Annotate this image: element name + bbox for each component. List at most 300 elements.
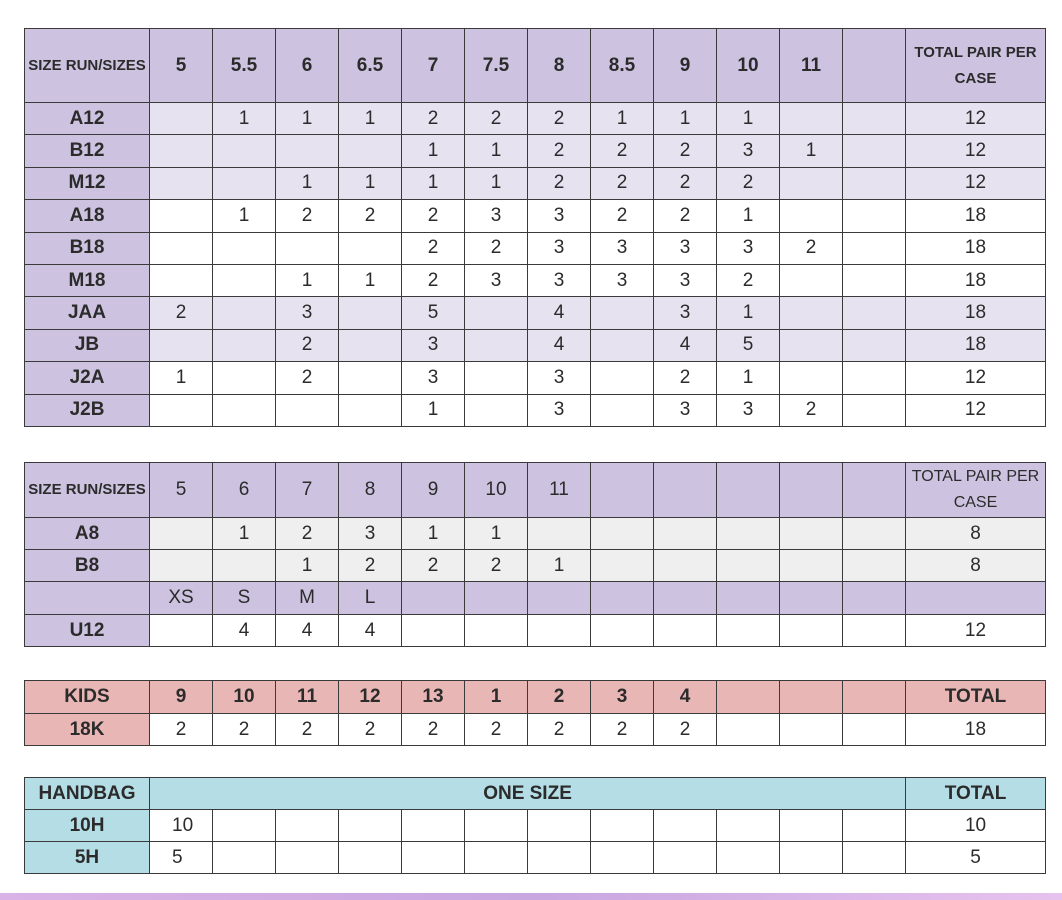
corner-header: KIDS: [25, 681, 150, 714]
row-label: B18: [25, 232, 150, 264]
cell-value: [591, 550, 654, 582]
row-label: A18: [25, 200, 150, 232]
cell-value: 1: [528, 550, 591, 582]
cell-value: 1: [276, 550, 339, 582]
cell-value: 1: [465, 135, 528, 167]
cell-value: 4: [528, 329, 591, 361]
cell-value: [402, 810, 465, 842]
cell-value: [780, 264, 843, 296]
size-header: 9: [150, 681, 213, 714]
cell-value: [339, 297, 402, 329]
row-label: JAA: [25, 297, 150, 329]
cell-value: 1: [276, 167, 339, 199]
cell-value: 5: [402, 297, 465, 329]
cell-value: 2: [528, 103, 591, 135]
row-label: M18: [25, 264, 150, 296]
cell-value: 3: [717, 232, 780, 264]
cell-value: [528, 842, 591, 874]
cell-value: [780, 842, 843, 874]
row-total: 18: [906, 200, 1046, 232]
cell-value: 4: [339, 615, 402, 647]
cell-value: [465, 329, 528, 361]
cell-value: [591, 362, 654, 394]
cell-value: 2: [339, 200, 402, 232]
cell-value: [843, 232, 906, 264]
cell-value: 1: [402, 167, 465, 199]
size-header: 8: [339, 463, 402, 518]
cell-value: 1: [213, 200, 276, 232]
total-header: TOTAL: [906, 681, 1046, 714]
cell-value: [591, 518, 654, 550]
row-label: M12: [25, 167, 150, 199]
size-header: 11: [276, 681, 339, 714]
cell-value: [843, 810, 906, 842]
row-label: J2A: [25, 362, 150, 394]
cell-value: 2: [528, 714, 591, 746]
cell-value: 2: [654, 362, 717, 394]
cell-value: 2: [780, 394, 843, 426]
cell-value: [339, 329, 402, 361]
row-label: JB: [25, 329, 150, 361]
cell-value: 2: [780, 232, 843, 264]
cell-value: 2: [402, 550, 465, 582]
cell-value: 2: [465, 550, 528, 582]
cell-value: 2: [276, 362, 339, 394]
row-total: 8: [906, 550, 1046, 582]
cell-value: [276, 135, 339, 167]
cell-value: 4: [528, 297, 591, 329]
cell-value: 10: [150, 810, 213, 842]
cell-value: [213, 842, 276, 874]
cell-value: [276, 232, 339, 264]
cell-value: [780, 550, 843, 582]
cell-value: [843, 264, 906, 296]
cell-value: 4: [276, 615, 339, 647]
cell-value: [843, 394, 906, 426]
cell-value: 3: [528, 362, 591, 394]
cell-value: 3: [276, 297, 339, 329]
cell-value: 2: [465, 714, 528, 746]
cell-value: 1: [402, 135, 465, 167]
cell-value: [150, 103, 213, 135]
cell-value: 1: [465, 167, 528, 199]
cell-value: 4: [213, 615, 276, 647]
cell-value: [276, 810, 339, 842]
table-row: [25, 463, 1046, 518]
cell-value: 1: [402, 518, 465, 550]
size-header: 11: [780, 29, 843, 103]
cell-value: 2: [339, 714, 402, 746]
table-row: [25, 362, 1046, 394]
table-row: [25, 615, 1046, 647]
size-run-table-secondary: [24, 462, 1046, 647]
bottom-accent-bar: [0, 893, 1062, 900]
table-row: [25, 550, 1046, 582]
size-run-table-adult: [24, 28, 1046, 427]
size-header: 3: [591, 681, 654, 714]
table-row: [25, 297, 1046, 329]
size-header: 4: [654, 681, 717, 714]
table-row: [25, 200, 1046, 232]
cell-value: [150, 615, 213, 647]
cell-value: [717, 810, 780, 842]
cell-value: [465, 842, 528, 874]
cell-value: [717, 714, 780, 746]
corner-header: HANDBAG: [25, 778, 150, 810]
cell-value: 2: [717, 167, 780, 199]
cell-value: 1: [339, 103, 402, 135]
cell-value: [528, 810, 591, 842]
cell-value: 2: [654, 200, 717, 232]
cell-value: [213, 394, 276, 426]
table-row: [25, 394, 1046, 426]
cell-value: [339, 842, 402, 874]
row-total: 12: [906, 103, 1046, 135]
row-total: 12: [906, 362, 1046, 394]
cell-value: 1: [717, 200, 780, 232]
corner-header: SIZE RUN/SIZES: [25, 29, 150, 103]
cell-value: [465, 394, 528, 426]
cell-value: [843, 518, 906, 550]
size-header: [717, 463, 780, 518]
cell-value: [402, 842, 465, 874]
cell-value: 2: [591, 714, 654, 746]
row-total: 18: [906, 714, 1046, 746]
size-header: 9: [654, 29, 717, 103]
cell-value: [780, 167, 843, 199]
table-row: [25, 135, 1046, 167]
cell-value: [654, 518, 717, 550]
cell-value: [339, 135, 402, 167]
cell-value: 3: [591, 232, 654, 264]
apparel-total-header: [906, 582, 1046, 615]
row-total: 5: [906, 842, 1046, 874]
size-header: 7: [402, 29, 465, 103]
cell-value: 2: [402, 714, 465, 746]
cell-value: 1: [780, 135, 843, 167]
cell-value: 3: [717, 394, 780, 426]
apparel-size-header: [780, 582, 843, 615]
cell-value: 3: [402, 329, 465, 361]
cell-value: 1: [213, 103, 276, 135]
cell-value: [717, 615, 780, 647]
cell-value: [150, 264, 213, 296]
one-size-header: ONE SIZE: [150, 778, 906, 810]
cell-value: [591, 329, 654, 361]
cell-value: 2: [402, 232, 465, 264]
row-label: A12: [25, 103, 150, 135]
cell-value: [213, 362, 276, 394]
cell-value: 2: [465, 232, 528, 264]
cell-value: [465, 615, 528, 647]
size-header: [780, 463, 843, 518]
cell-value: 1: [402, 394, 465, 426]
cell-value: 3: [654, 297, 717, 329]
cell-value: [654, 810, 717, 842]
size-header: 10: [717, 29, 780, 103]
cell-value: 2: [402, 103, 465, 135]
cell-value: [843, 362, 906, 394]
cell-value: [780, 518, 843, 550]
size-header: 6: [276, 29, 339, 103]
cell-value: [717, 550, 780, 582]
row-label: J2B: [25, 394, 150, 426]
total-header: TOTAL PAIR PER CASE: [906, 29, 1046, 103]
cell-value: [780, 103, 843, 135]
cell-value: 3: [339, 518, 402, 550]
table-row: [25, 518, 1046, 550]
cell-value: 1: [465, 518, 528, 550]
table-row: [25, 329, 1046, 361]
cell-value: [465, 362, 528, 394]
cell-value: [213, 135, 276, 167]
cell-value: [843, 550, 906, 582]
row-label: 18K: [25, 714, 150, 746]
cell-value: 2: [276, 518, 339, 550]
total-header: TOTAL: [906, 778, 1046, 810]
cell-value: 2: [402, 200, 465, 232]
row-total: 18: [906, 232, 1046, 264]
table-row: [25, 103, 1046, 135]
cell-value: 2: [591, 167, 654, 199]
cell-value: [465, 810, 528, 842]
size-header: 7: [276, 463, 339, 518]
cell-value: [213, 167, 276, 199]
cell-value: [150, 518, 213, 550]
table-row: [25, 714, 1046, 746]
size-header: 12: [339, 681, 402, 714]
cell-value: [843, 615, 906, 647]
cell-value: [780, 329, 843, 361]
row-total: 12: [906, 394, 1046, 426]
size-header: 1: [465, 681, 528, 714]
cell-value: [780, 200, 843, 232]
cell-value: 2: [654, 135, 717, 167]
size-header: 2: [528, 681, 591, 714]
cell-value: [150, 394, 213, 426]
cell-value: [276, 842, 339, 874]
cell-value: [843, 200, 906, 232]
cell-value: [654, 842, 717, 874]
cell-value: [591, 842, 654, 874]
cell-value: [780, 297, 843, 329]
cell-value: 2: [654, 167, 717, 199]
cell-value: [591, 810, 654, 842]
cell-value: 2: [528, 135, 591, 167]
cell-value: 2: [654, 714, 717, 746]
table-row: [25, 264, 1046, 296]
size-header: 10: [213, 681, 276, 714]
cell-value: 1: [339, 264, 402, 296]
row-total: 10: [906, 810, 1046, 842]
cell-value: [528, 615, 591, 647]
cell-value: [843, 103, 906, 135]
cell-value: 3: [528, 394, 591, 426]
cell-value: 3: [465, 264, 528, 296]
cell-value: [339, 810, 402, 842]
cell-value: [339, 362, 402, 394]
row-label: A8: [25, 518, 150, 550]
cell-value: 1: [276, 103, 339, 135]
cell-value: [843, 297, 906, 329]
cell-value: [276, 394, 339, 426]
cell-value: 1: [717, 362, 780, 394]
row-label: 10H: [25, 810, 150, 842]
table-row: [25, 167, 1046, 199]
table-row: [25, 232, 1046, 264]
cell-value: 2: [276, 329, 339, 361]
size-header: 6.5: [339, 29, 402, 103]
apparel-size-header: [654, 582, 717, 615]
cell-value: [843, 167, 906, 199]
cell-value: 4: [654, 329, 717, 361]
cell-value: [150, 550, 213, 582]
cell-value: [150, 167, 213, 199]
apparel-size-header: [591, 582, 654, 615]
cell-value: 3: [654, 232, 717, 264]
apparel-size-header: [402, 582, 465, 615]
cell-value: 1: [276, 264, 339, 296]
cell-value: [528, 518, 591, 550]
cell-value: [402, 615, 465, 647]
apparel-size-header: M: [276, 582, 339, 615]
cell-value: [339, 232, 402, 264]
cell-value: 5: [717, 329, 780, 361]
cell-value: [843, 135, 906, 167]
cell-value: 3: [591, 264, 654, 296]
cell-value: 2: [276, 714, 339, 746]
cell-value: 5: [150, 842, 213, 874]
size-header: [654, 463, 717, 518]
cell-value: 3: [402, 362, 465, 394]
cell-value: 2: [150, 714, 213, 746]
cell-value: 2: [591, 200, 654, 232]
apparel-size-header: L: [339, 582, 402, 615]
cell-value: [780, 362, 843, 394]
corner-header: SIZE RUN/SIZES: [25, 463, 150, 518]
size-header: [591, 463, 654, 518]
row-total: 12: [906, 167, 1046, 199]
cell-value: [780, 615, 843, 647]
cell-value: 1: [717, 297, 780, 329]
cell-value: 3: [654, 394, 717, 426]
cell-value: [150, 200, 213, 232]
row-total: 8: [906, 518, 1046, 550]
cell-value: [213, 810, 276, 842]
apparel-size-header: [843, 582, 906, 615]
size-header: [780, 681, 843, 714]
cell-value: 3: [528, 200, 591, 232]
cell-value: 3: [528, 232, 591, 264]
size-header: 5.5: [213, 29, 276, 103]
cell-value: [843, 329, 906, 361]
size-header: [843, 681, 906, 714]
apparel-corner: [25, 582, 150, 615]
row-label: B12: [25, 135, 150, 167]
cell-value: 2: [276, 200, 339, 232]
cell-value: 2: [339, 550, 402, 582]
cell-value: [213, 264, 276, 296]
cell-value: 2: [528, 167, 591, 199]
cell-value: [150, 329, 213, 361]
cell-value: 2: [213, 714, 276, 746]
apparel-size-header: S: [213, 582, 276, 615]
cell-value: [591, 297, 654, 329]
size-header: 13: [402, 681, 465, 714]
size-header: [843, 29, 906, 103]
cell-value: [465, 297, 528, 329]
cell-value: [150, 135, 213, 167]
cell-value: 3: [654, 264, 717, 296]
table-row: [25, 29, 1046, 103]
size-header: [717, 681, 780, 714]
size-header: 5: [150, 29, 213, 103]
cell-value: 2: [591, 135, 654, 167]
apparel-size-header: [717, 582, 780, 615]
cell-value: [591, 615, 654, 647]
row-label: B8: [25, 550, 150, 582]
cell-value: 1: [339, 167, 402, 199]
row-total: 18: [906, 297, 1046, 329]
cell-value: [213, 232, 276, 264]
cell-value: 3: [465, 200, 528, 232]
cell-value: 1: [591, 103, 654, 135]
row-total: 18: [906, 329, 1046, 361]
cell-value: 2: [717, 264, 780, 296]
cell-value: [213, 550, 276, 582]
cell-value: 3: [717, 135, 780, 167]
size-header: 8: [528, 29, 591, 103]
row-total: 18: [906, 264, 1046, 296]
table-row: [25, 681, 1046, 714]
cell-value: [213, 329, 276, 361]
cell-value: 1: [717, 103, 780, 135]
cell-value: [843, 842, 906, 874]
apparel-size-header: [465, 582, 528, 615]
size-header: 7.5: [465, 29, 528, 103]
cell-value: [843, 714, 906, 746]
row-total: 12: [906, 135, 1046, 167]
cell-value: [213, 297, 276, 329]
table-row: [25, 778, 1046, 810]
cell-value: [339, 394, 402, 426]
size-header: 8.5: [591, 29, 654, 103]
table-row: [25, 582, 1046, 615]
size-header: 5: [150, 463, 213, 518]
cell-value: 1: [213, 518, 276, 550]
cell-value: [780, 810, 843, 842]
apparel-size-header: XS: [150, 582, 213, 615]
cell-value: 1: [150, 362, 213, 394]
cell-value: 3: [528, 264, 591, 296]
apparel-size-header: [528, 582, 591, 615]
row-label: U12: [25, 615, 150, 647]
size-header: 9: [402, 463, 465, 518]
total-header: TOTAL PAIR PER CASE: [906, 463, 1046, 518]
cell-value: [591, 394, 654, 426]
size-header: 6: [213, 463, 276, 518]
table-row: [25, 842, 1046, 874]
cell-value: [717, 842, 780, 874]
cell-value: [654, 550, 717, 582]
cell-value: 1: [654, 103, 717, 135]
kids-size-table: [24, 680, 1046, 746]
cell-value: [150, 232, 213, 264]
size-header: 11: [528, 463, 591, 518]
size-header: 10: [465, 463, 528, 518]
cell-value: [654, 615, 717, 647]
cell-value: [780, 714, 843, 746]
